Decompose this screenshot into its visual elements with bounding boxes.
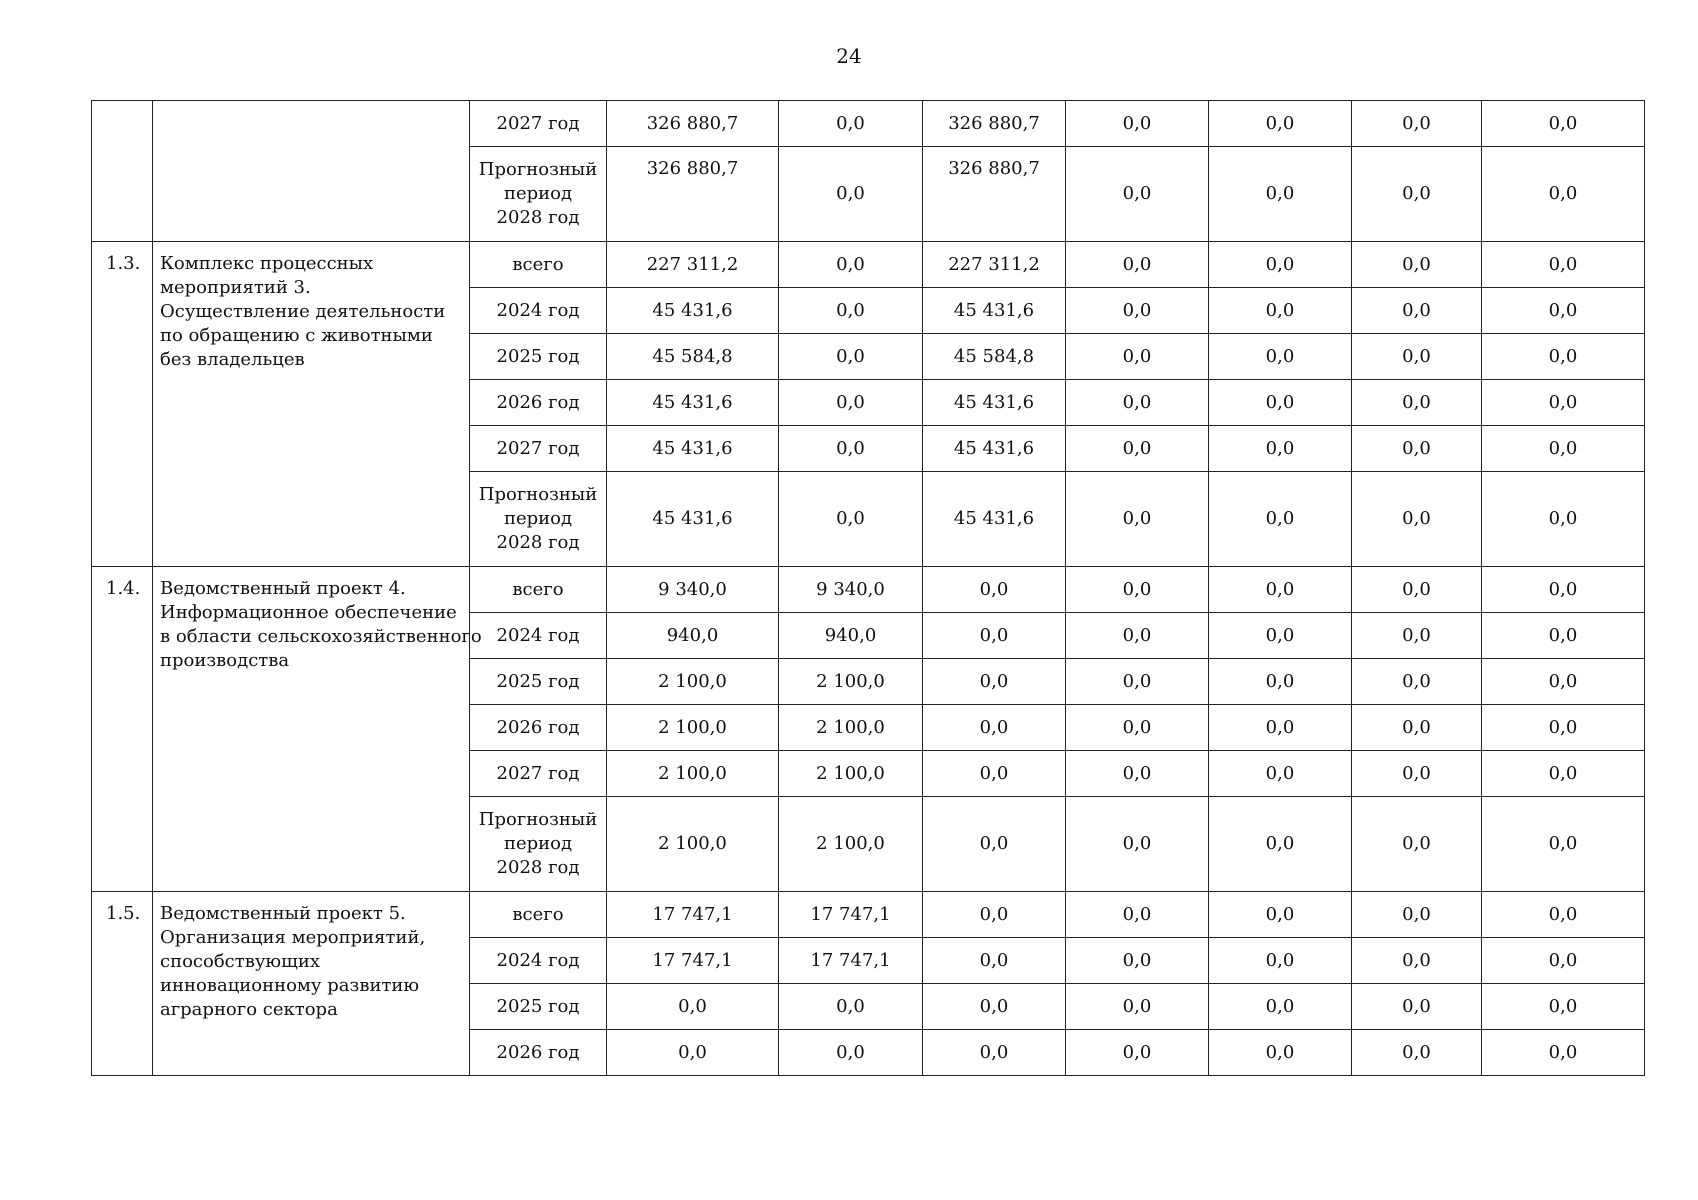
value-cell: 2 100,0 bbox=[607, 659, 779, 705]
value-cell: 0,0 bbox=[1482, 472, 1645, 567]
item-name-line: Организация мероприятий, bbox=[160, 927, 426, 948]
period-line: 2025 год bbox=[496, 345, 580, 367]
value-cell: 0,0 bbox=[1482, 101, 1645, 147]
value-cell: 0,0 bbox=[1066, 892, 1209, 938]
value-cell: 0,0 bbox=[1352, 984, 1482, 1030]
value-cell: 0,0 bbox=[1209, 892, 1352, 938]
value-cell: 0,0 bbox=[1066, 472, 1209, 567]
value-cell: 0,0 bbox=[779, 380, 923, 426]
value-cell: 17 747,1 bbox=[607, 938, 779, 984]
value-cell: 0,0 bbox=[1066, 613, 1209, 659]
period-line: Прогнозный bbox=[478, 484, 598, 505]
table-row bbox=[92, 101, 1645, 147]
value-cell: 45 431,6 bbox=[607, 380, 779, 426]
value-cell: 0,0 bbox=[1066, 938, 1209, 984]
value-cell: 0,0 bbox=[1482, 892, 1645, 938]
period-cell bbox=[470, 101, 607, 147]
period-cell bbox=[470, 242, 607, 288]
period-cell bbox=[470, 380, 607, 426]
value-cell: 0,0 bbox=[779, 472, 923, 567]
value-cell: 0,0 bbox=[779, 147, 923, 242]
value-cell: 0,0 bbox=[923, 705, 1066, 751]
value-cell: 0,0 bbox=[1352, 380, 1482, 426]
value-cell: 45 431,6 bbox=[923, 288, 1066, 334]
item-name-line: инновационному развитию bbox=[160, 975, 420, 996]
value-cell: 0,0 bbox=[779, 984, 923, 1030]
value-cell: 0,0 bbox=[1209, 705, 1352, 751]
table-row bbox=[92, 242, 1645, 288]
value-cell: 45 431,6 bbox=[607, 288, 779, 334]
value-cell: 0,0 bbox=[1066, 101, 1209, 147]
value-cell: 0,0 bbox=[1066, 984, 1209, 1030]
value-cell: 0,0 bbox=[923, 613, 1066, 659]
item-number: 1.3. bbox=[92, 242, 153, 567]
period-cell bbox=[470, 705, 607, 751]
period-line: всего bbox=[512, 253, 564, 275]
value-cell: 0,0 bbox=[923, 938, 1066, 984]
period-cell bbox=[470, 984, 607, 1030]
page-number: 24 bbox=[836, 44, 862, 68]
value-cell: 0,0 bbox=[1482, 1030, 1645, 1076]
item-name-line: Ведомственный проект 5. bbox=[160, 903, 406, 924]
value-cell: 45 431,6 bbox=[607, 426, 779, 472]
value-cell: 0,0 bbox=[1352, 472, 1482, 567]
item-name bbox=[153, 892, 470, 1076]
period-line: 2024 год bbox=[496, 299, 580, 321]
value-cell: 0,0 bbox=[1209, 938, 1352, 984]
value-cell: 0,0 bbox=[1066, 659, 1209, 705]
value-cell: 0,0 bbox=[1209, 659, 1352, 705]
value-cell: 0,0 bbox=[1352, 705, 1482, 751]
value-cell: 227 311,2 bbox=[923, 242, 1066, 288]
value-cell: 227 311,2 bbox=[607, 242, 779, 288]
value-cell: 2 100,0 bbox=[779, 797, 923, 892]
value-cell: 326 880,7 bbox=[607, 101, 779, 147]
value-cell: 940,0 bbox=[779, 613, 923, 659]
item-name bbox=[153, 567, 482, 892]
value-cell: 0,0 bbox=[1482, 242, 1645, 288]
item-name-line: Осуществление деятельности bbox=[160, 301, 446, 322]
value-cell: 0,0 bbox=[1482, 659, 1645, 705]
period-line: Прогнозный bbox=[478, 159, 598, 180]
value-cell: 0,0 bbox=[1209, 472, 1352, 567]
value-cell: 0,0 bbox=[1352, 892, 1482, 938]
value-cell: 0,0 bbox=[1352, 1030, 1482, 1076]
period-line: всего bbox=[512, 903, 564, 925]
period-cell bbox=[470, 472, 607, 567]
value-cell: 0,0 bbox=[1482, 334, 1645, 380]
value-cell: 0,0 bbox=[607, 1030, 779, 1076]
value-cell: 0,0 bbox=[1482, 984, 1645, 1030]
period-line: всего bbox=[512, 578, 564, 600]
value-cell: 0,0 bbox=[1482, 797, 1645, 892]
period-cell bbox=[470, 288, 607, 334]
value-cell: 0,0 bbox=[1352, 426, 1482, 472]
value-cell: 0,0 bbox=[923, 1030, 1066, 1076]
value-cell: 0,0 bbox=[1482, 380, 1645, 426]
item-name-line: аграрного сектора bbox=[160, 999, 338, 1020]
period-cell bbox=[470, 892, 607, 938]
value-cell: 45 431,6 bbox=[923, 380, 1066, 426]
period-line: 2026 год bbox=[496, 391, 580, 413]
table-row bbox=[92, 567, 1645, 613]
period-line: 2028 год bbox=[496, 857, 580, 878]
value-cell: 0,0 bbox=[1352, 567, 1482, 613]
value-cell: 0,0 bbox=[779, 426, 923, 472]
period-line: 2024 год bbox=[496, 949, 580, 971]
value-cell: 0,0 bbox=[1482, 751, 1645, 797]
item-name-line: мероприятий 3. bbox=[160, 277, 311, 298]
value-cell: 0,0 bbox=[1209, 242, 1352, 288]
value-cell: 45 584,8 bbox=[923, 334, 1066, 380]
value-cell: 0,0 bbox=[1352, 147, 1482, 242]
period-line: 2027 год bbox=[496, 437, 580, 459]
value-cell: 0,0 bbox=[1066, 334, 1209, 380]
item-number: 1.4. bbox=[92, 567, 153, 892]
value-cell: 0,0 bbox=[1209, 288, 1352, 334]
value-cell: 0,0 bbox=[779, 288, 923, 334]
period-line: период bbox=[503, 508, 573, 529]
value-cell: 0,0 bbox=[1352, 797, 1482, 892]
period-line: 2024 год bbox=[496, 624, 580, 646]
value-cell: 0,0 bbox=[1352, 242, 1482, 288]
value-cell: 0,0 bbox=[1066, 797, 1209, 892]
value-cell: 0,0 bbox=[1209, 334, 1352, 380]
value-cell: 0,0 bbox=[1066, 751, 1209, 797]
period-cell bbox=[470, 426, 607, 472]
period-cell bbox=[470, 567, 607, 613]
table-row bbox=[92, 892, 1645, 938]
value-cell: 0,0 bbox=[1209, 567, 1352, 613]
value-cell: 0,0 bbox=[1066, 426, 1209, 472]
item-name-line: Ведомственный проект 4. bbox=[160, 578, 406, 599]
value-cell: 0,0 bbox=[607, 984, 779, 1030]
value-cell: 2 100,0 bbox=[779, 659, 923, 705]
value-cell: 0,0 bbox=[1482, 426, 1645, 472]
period-cell bbox=[470, 334, 607, 380]
value-cell: 0,0 bbox=[1482, 938, 1645, 984]
value-cell: 2 100,0 bbox=[779, 751, 923, 797]
value-cell: 0,0 bbox=[1209, 984, 1352, 1030]
value-cell: 0,0 bbox=[1066, 380, 1209, 426]
period-line: 2026 год bbox=[496, 716, 580, 738]
value-cell: 45 584,8 bbox=[607, 334, 779, 380]
period-line: 2028 год bbox=[496, 207, 580, 228]
period-cell bbox=[470, 1030, 607, 1076]
value-cell: 0,0 bbox=[1482, 147, 1645, 242]
value-cell: 0,0 bbox=[779, 242, 923, 288]
item-name bbox=[153, 101, 470, 242]
period-cell bbox=[470, 613, 607, 659]
value-cell: 17 747,1 bbox=[779, 938, 923, 984]
item-name-line: в области сельскохозяйственного bbox=[160, 626, 482, 647]
period-cell bbox=[470, 659, 607, 705]
budget-table bbox=[91, 100, 1645, 1076]
value-cell: 0,0 bbox=[1209, 147, 1352, 242]
value-cell: 0,0 bbox=[1209, 613, 1352, 659]
item-number bbox=[92, 101, 153, 242]
value-cell: 0,0 bbox=[1209, 1030, 1352, 1076]
period-line: 2028 год bbox=[496, 532, 580, 553]
value-cell: 45 431,6 bbox=[923, 426, 1066, 472]
value-cell: 326 880,7 bbox=[607, 147, 779, 242]
period-line: 2025 год bbox=[496, 995, 580, 1017]
period-line: 2026 год bbox=[496, 1041, 580, 1063]
value-cell: 0,0 bbox=[1066, 242, 1209, 288]
value-cell: 0,0 bbox=[779, 334, 923, 380]
value-cell: 45 431,6 bbox=[923, 472, 1066, 567]
period-line: период bbox=[503, 833, 573, 854]
item-name bbox=[153, 242, 470, 567]
value-cell: 0,0 bbox=[1209, 797, 1352, 892]
value-cell: 326 880,7 bbox=[923, 147, 1066, 242]
value-cell: 2 100,0 bbox=[779, 705, 923, 751]
value-cell: 0,0 bbox=[1066, 705, 1209, 751]
value-cell: 2 100,0 bbox=[607, 705, 779, 751]
value-cell: 0,0 bbox=[1066, 288, 1209, 334]
value-cell: 0,0 bbox=[1066, 567, 1209, 613]
value-cell: 9 340,0 bbox=[607, 567, 779, 613]
value-cell: 0,0 bbox=[1482, 705, 1645, 751]
value-cell: 0,0 bbox=[1209, 751, 1352, 797]
period-line: Прогнозный bbox=[478, 809, 598, 830]
value-cell: 0,0 bbox=[1352, 751, 1482, 797]
value-cell: 0,0 bbox=[1209, 426, 1352, 472]
value-cell: 0,0 bbox=[1482, 613, 1645, 659]
period-line: 2027 год bbox=[496, 112, 580, 134]
item-number: 1.5. bbox=[92, 892, 153, 1076]
value-cell: 0,0 bbox=[1066, 147, 1209, 242]
period-line: 2027 год bbox=[496, 762, 580, 784]
value-cell: 0,0 bbox=[1352, 288, 1482, 334]
period-line: 2025 год bbox=[496, 670, 580, 692]
period-cell bbox=[470, 751, 607, 797]
value-cell: 0,0 bbox=[923, 797, 1066, 892]
value-cell: 0,0 bbox=[923, 567, 1066, 613]
period-line: период bbox=[503, 183, 573, 204]
item-name-line: Информационное обеспечение bbox=[160, 602, 457, 623]
value-cell: 0,0 bbox=[779, 101, 923, 147]
value-cell: 326 880,7 bbox=[923, 101, 1066, 147]
value-cell: 0,0 bbox=[1209, 380, 1352, 426]
value-cell: 0,0 bbox=[1352, 334, 1482, 380]
value-cell: 0,0 bbox=[1352, 659, 1482, 705]
item-name-line: производства bbox=[160, 650, 290, 671]
value-cell: 2 100,0 bbox=[607, 797, 779, 892]
value-cell: 0,0 bbox=[1482, 288, 1645, 334]
value-cell: 2 100,0 bbox=[607, 751, 779, 797]
value-cell: 0,0 bbox=[1482, 567, 1645, 613]
period-cell bbox=[470, 147, 607, 242]
value-cell: 9 340,0 bbox=[779, 567, 923, 613]
value-cell: 0,0 bbox=[1209, 101, 1352, 147]
value-cell: 940,0 bbox=[607, 613, 779, 659]
value-cell: 0,0 bbox=[1352, 938, 1482, 984]
value-cell: 0,0 bbox=[923, 892, 1066, 938]
value-cell: 45 431,6 bbox=[607, 472, 779, 567]
item-name-line: без владельцев bbox=[160, 349, 305, 370]
value-cell: 0,0 bbox=[1352, 101, 1482, 147]
value-cell: 0,0 bbox=[923, 659, 1066, 705]
value-cell: 0,0 bbox=[923, 984, 1066, 1030]
period-cell bbox=[470, 797, 607, 892]
table-body bbox=[92, 101, 1645, 1076]
value-cell: 0,0 bbox=[1352, 613, 1482, 659]
item-name-line: Комплекс процессных bbox=[160, 253, 374, 274]
period-cell bbox=[470, 938, 607, 984]
value-cell: 0,0 bbox=[779, 1030, 923, 1076]
value-cell: 0,0 bbox=[1066, 1030, 1209, 1076]
value-cell: 17 747,1 bbox=[779, 892, 923, 938]
item-name-line: способствующих bbox=[160, 951, 320, 972]
item-name-line: по обращению с животными bbox=[160, 325, 433, 346]
value-cell: 0,0 bbox=[923, 751, 1066, 797]
value-cell: 17 747,1 bbox=[607, 892, 779, 938]
